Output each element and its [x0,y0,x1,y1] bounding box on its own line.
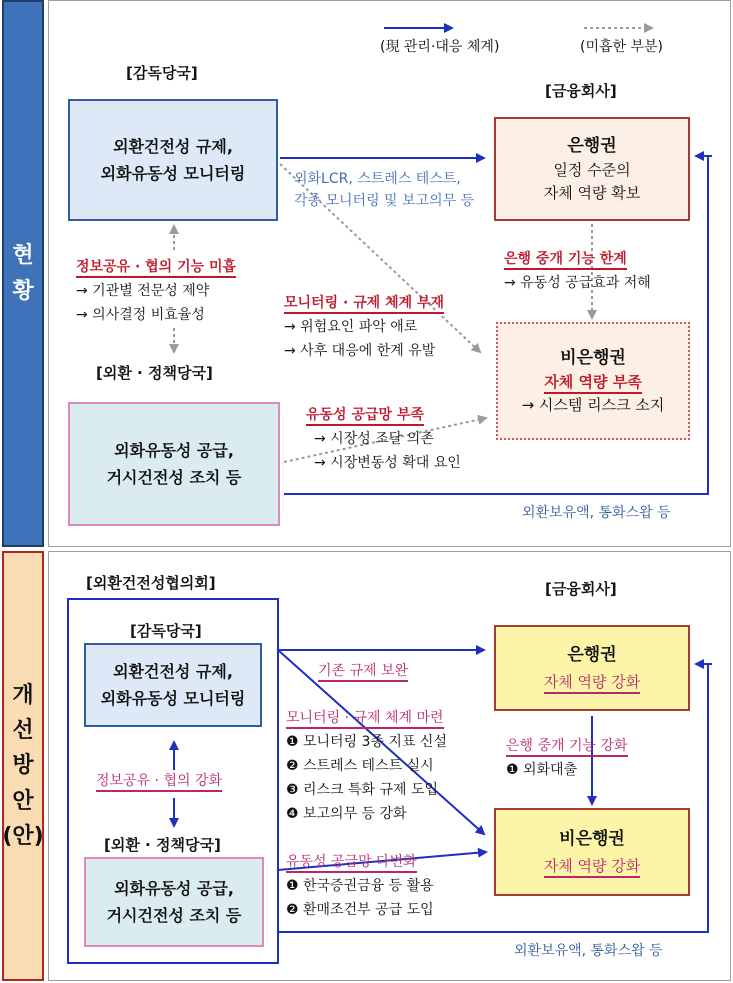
box-line: 외화유동성 공급, [114,440,234,460]
current-nonbank-box [496,322,690,440]
intermediary-title: 은행 중개 기능 강화 [506,738,628,757]
nonbank-title: 비은행권 [560,347,626,368]
flow-line: 외화LCR, 스트레스 테스트, [294,171,461,187]
flow-line: 각종 모니터링 및 보고의무 등 [294,193,475,210]
monitor-item: ❸ 리스크 특화 규제 도입 [286,782,439,799]
current-supervisor-header: [감독당국] [126,64,198,82]
monitor-item: ❹ 보고의무 등 강화 [286,806,407,823]
side-char: 황 [12,278,34,304]
current-policy-header: [외환 · 정책당국] [96,364,213,382]
bank-line: 일정 수준의 [553,160,631,179]
monitor-item: ❷ 스트레스 테스트 실시 [286,758,434,775]
monitor-title: 모니터링 · 규제 체계 마련 [286,710,444,729]
issue-title: 정보공유 · 협의 기능 미흡 [76,259,236,278]
plan-monitor-block [286,706,447,826]
plan-supervisor-box [84,643,262,727]
current-policy-box [68,402,280,526]
monitor-item: ❶ 모니터링 3종 지표 신설 [286,734,447,751]
issue-item: → 시장변동성 확대 요인 [314,454,461,471]
current-info-issue [76,256,236,327]
side-char: 방 [12,753,34,779]
bank-sub: 자체 역량 강화 [544,673,640,694]
side-char: 안 [12,788,34,814]
plan-existing-label [318,660,408,680]
plan-intermediary-block [506,734,628,782]
plan-nonbank-box [494,808,690,896]
current-flow-label [294,168,474,213]
bank-title: 은행권 [567,135,617,156]
box-line: 외환건전성 규제, [113,136,233,156]
issue-item: → 시장성 조달 의존 [314,430,434,447]
nonbank-note: → 시스템 리스크 소지 [521,396,665,415]
supply-item: ❶ 한국증권금융 등 활용 [286,878,434,895]
current-reserve-label: 외환보유액, 통화스왑 등 [522,505,671,521]
box-line: 외환건전성 규제, [113,661,233,681]
current-finance-header: [금융회사] [545,82,617,100]
current-monitor-issue [284,292,444,363]
issue-item: → 위험요인 파악 애로 [284,318,418,335]
plan-bank-box [494,625,690,711]
supply-item: ❷ 환매조건부 공급 도입 [286,902,434,919]
plan-policy-box [84,857,264,947]
nonbank-sub: 자체 역량 강화 [544,857,640,878]
issue-item: → 기관별 전문성 제약 [76,282,210,299]
nonbank-issue: 자체 역량 부족 [544,373,641,394]
existing-reg-label: 기존 규제 보완 [318,663,408,682]
current-supervisor-box [68,99,278,221]
box-line: 외화유동성 모니터링 [100,164,246,183]
issue-item: → 유동성 공급효과 저해 [504,274,651,291]
side-char: 선 [12,718,34,744]
plan-supply-block [286,850,434,922]
box-line: 거시건전성 조치 등 [106,906,242,925]
plan-council-header: [외환건전성협의회] [86,574,216,592]
info-share-label: 정보공유 · 협의 강화 [96,773,222,792]
legend-solid-label: (現 관리·대응 체계) [380,39,500,55]
issue-title: 은행 중개 기능 한계 [504,251,627,270]
bank-line: 자체 역량 확보 [543,184,641,203]
plan-reserve-label: 외환보유액, 통화스왑 등 [514,943,663,959]
current-supply-issue [306,404,461,475]
box-line: 거시건전성 조치 등 [106,468,242,487]
side-char: (안) [2,823,44,849]
current-intermediary-issue [504,248,651,296]
plan-info-label [96,770,222,790]
issue-item: → 의사결정 비효율성 [76,306,205,323]
plan-supervisor-header: [감독당국] [130,622,202,640]
side-char: 개 [12,683,34,709]
legend-dotted-label: (미흡한 부분) [580,39,663,55]
current-bank-box [494,117,690,221]
box-line: 외화유동성 공급, [114,878,234,898]
nonbank-title: 비은행권 [559,828,625,849]
plan-policy-header: [외환 · 정책당국] [104,836,221,854]
plan-finance-header: [금융회사] [545,580,617,598]
box-line: 외화유동성 모니터링 [100,689,246,708]
issue-item: → 사후 대응에 한계 유발 [284,342,436,359]
issue-title: 모니터링 · 규제 체계 부재 [284,295,444,314]
intermediary-item: ❶ 외화대출 [506,762,578,779]
supply-title: 유동성 공급망 다변화 [286,854,417,873]
issue-title: 유동성 공급망 부족 [306,407,424,426]
bank-title: 은행권 [567,644,617,665]
side-char: 현 [12,243,34,269]
